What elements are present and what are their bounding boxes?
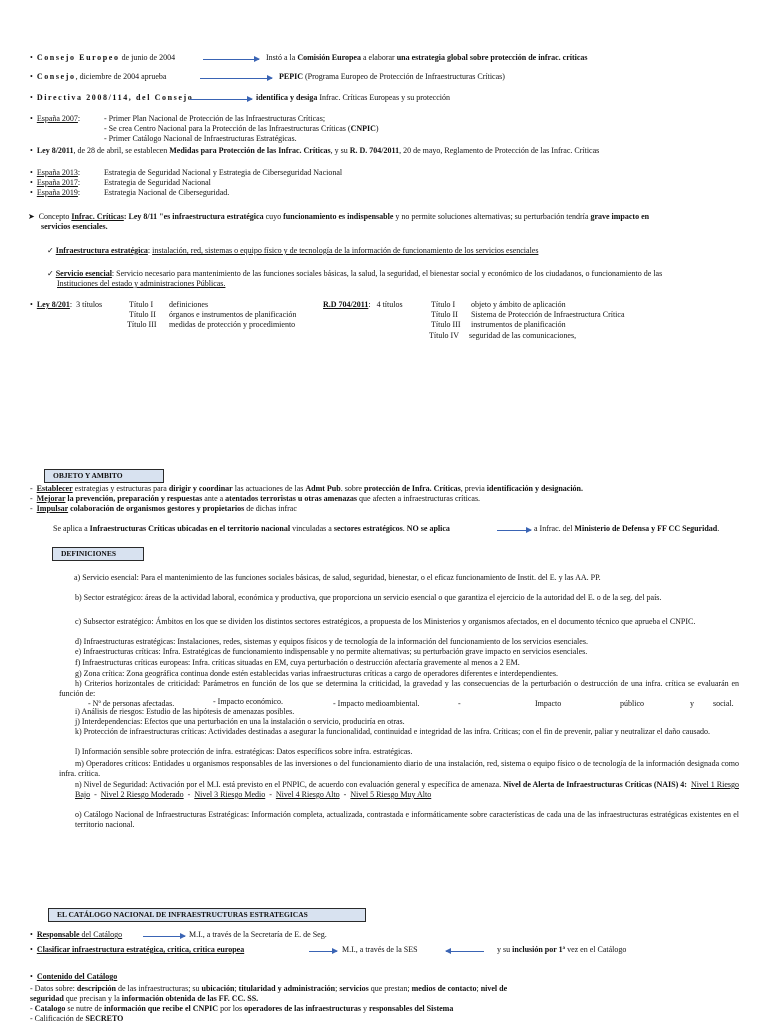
h-item: - Impacto medioambiental. [333,699,420,708]
def-l: l) Información sensible sobre protección de infra. estratégicas: Datos específicos sobre infra. estratégicas. [75,747,413,756]
servicio-esencial-line2-text: Instituciones del estado y administraciones Públicas. [57,279,226,288]
concepto-rest: y no permite soluciones alternativas; su perturbación tendría [393,212,591,221]
ley-label: Ley 8/201 [36,300,70,309]
datos-line2 [30,994,258,1004]
ley-titulos: • Ley 8/201: 3 títulos [30,300,103,309]
objeto-item-3: - Impulsar colaboración de organismos gestores y propietarios de dichas infrac [30,504,297,513]
t: descripción [76,984,116,993]
h-item: y [690,699,694,708]
rd-titulo-4: Título IV [429,331,459,340]
consejo-europeo-result [266,53,588,63]
concepto-line2-text: servicios esenciales. [41,222,108,231]
h-item: Impacto [535,699,562,708]
concepto-cuyo: cuyo [263,212,284,221]
t: identificación y designación. [486,484,583,493]
h-item: social. [713,699,734,708]
titulo-num: Título I [129,300,154,309]
bullet-directiva: • Directiva 2008/114, del Consejo [30,93,194,102]
catalogo-nutre-line [30,1004,453,1014]
t: titularidad y administración [238,984,336,993]
identifica: identifica y desiga [256,93,318,102]
t: - [30,1004,35,1013]
concepto-ley: : Ley 8/11 [123,212,160,221]
t: medios de contacto [411,984,477,993]
t: - Datos sobre: [30,984,77,993]
t: Se aplica a [53,524,90,533]
ley-titulo-3: Título III [127,320,157,329]
bullet-consejo-europeo: • Consejo Europeo de junio de 2004 [30,53,176,62]
comision-europea: Comisión Europea [297,53,361,62]
definiciones-heading: DEFINICIONES [52,547,144,561]
ley-titulo-3-desc: medidas de protección y procedimiento [169,320,296,329]
t: vez en el Catálogo [565,945,627,954]
def-a: a) Servicio esencial: Para el mantenimiento de las funciones sociales básicas, de salud, seguridad, bienestar, o el eficaz funcionamiento de Instit. del E. y las AA. PP. [74,573,601,582]
objeto-heading: OBJETO Y AMBITO [44,469,164,483]
ley-rest: , 20 de mayo, Reglamento de Protección de las Infrac. Críticas [399,146,600,155]
responsable: Responsable [36,930,80,939]
arrow-right-icon [497,530,531,531]
t: información obtenida de las FF. CC. SS. [121,994,259,1003]
rd-704-2011: R. D. 704/2011 [349,146,400,155]
consejo: Consejo [36,72,76,81]
t: dirigir y coordinar [168,484,233,493]
concepto-grave: grave impacto en [590,212,650,221]
nivel-5: Nivel 5 Riesgo Muy Alto [350,790,432,799]
clasificar-line: • Clasificar infraestructura estratégica, critica, critica europea [30,945,245,954]
identifica-rest: Infrac. Críticas Europeas y su protección [317,93,450,102]
t: . sobre [340,484,365,493]
rd-titulo-3-desc: instrumentos de planificación [471,320,566,329]
infra-estrategica-text: instalación, red, sistemas o equipo físico y de tecnología de la información de funcionamiento de los servicios esenciales [152,246,539,255]
checkmark-icon: ✓ [47,246,54,255]
objeto-item-2: - Mejorar la prevención, preparación y respuestas ante a atentados terroristas u otras amenazas que afecten a infraestructuras críticas. [30,494,481,503]
label: España 2013 [36,168,78,177]
servicio-esencial-label: Servicio esencial [55,269,112,278]
def-g: g) Zona crítica: Zona geográfica continua donde estén establecidas varias infraestructuras críticas a cargo de operadores diferentes e interdependientes. [75,669,558,678]
arrow-left-icon [446,951,484,952]
t: se nutre de [65,1004,104,1013]
datos-line [30,984,742,994]
t: ubicación [201,984,235,993]
clasificar: Clasificar infraestructura estratégica, critica, critica europea [36,945,245,954]
consejo-europeo-date: de junio de 2004 [119,53,176,62]
ley-titulo-1-desc: definiciones [169,300,209,309]
espana-2013: • España 2013: [30,168,81,177]
servicio-esencial-line: ✓ Servicio esencial: Servicio necesario para mantenimiento de las funciones sociales básicas, la salud, la seguridad, el bienestar social y económico de los ciudadanos, o funcionamiento de las [47,269,663,278]
infra-estrategica-label: Infraestructura estratégica [55,246,148,255]
t: sectores estratégicos [333,524,403,533]
ley-8-2011: Ley 8/2011 [36,146,74,155]
def-j: j) Interdependencias: Efectos que una perturbación en una la instalación o servicio, produciría en otras. [75,717,405,726]
pepic-desc: (Programa Europeo de Protección de Infraestructuras Críticas) [303,72,505,81]
ley-mid2: , y su [330,146,350,155]
arrow-right-icon [143,936,185,937]
rd-titulo-3: Título III [431,320,461,329]
t: ; [234,984,239,993]
t: responsables del Sistema [369,1004,454,1013]
t: ; [335,984,340,993]
t: NO se aplica [406,524,450,533]
se-aplica-result [534,524,719,534]
catalogo-heading: EL CATÁLOGO NACIONAL DE INFRAESTRUCTURAS ESTRATEGICAS [48,908,366,922]
n-bold: Nivel de Alerta de Infraestructuras Críticas (NAIS) 4: [501,780,687,789]
concepto-es: "es [159,212,171,221]
t: y [361,1004,370,1013]
def-o: o) Catálogo Nacional de Infraestructuras Estratégicas: Información completa, actualizada, contrastada e informáticamente sobre características de cada una de las infraestructuras estratégicas existentes en el territorio nacional. [75,810,739,829]
consejo-rest: , diciembre de 2004 aprueba [75,72,167,81]
t: Catalogo [34,1004,66,1013]
t: Infraestructuras Críticas ubicadas en el territorio nacional [89,524,291,533]
h-item: - Impacto económico. [213,697,283,706]
rd-label: R.D 704/2011 [323,300,369,309]
rd-titulo-1: Título I [431,300,456,309]
result-pre: Instó a la [266,53,298,62]
t: Admt Pub [305,484,341,493]
arrow-right-icon [200,78,272,79]
clasificar-end [497,945,626,955]
label: España 2017 [36,178,78,187]
t: que prestan; [368,984,412,993]
concepto-infra-est: infraestructura estratégica [170,212,264,221]
espana-2007: • España 2007: [30,114,81,123]
t: de las infraestructuras; su [116,984,202,993]
n-pre: n) Nivel de Seguridad: Activación por el M.I. está previsto en el PNPIC, de acuerdo con evaluación general y específica de amenaza. [75,780,502,789]
rd-titulo-2: Título II [431,310,458,319]
concepto-line [28,212,649,222]
t: ante a [202,494,226,503]
concepto-pre: Concepto [38,212,72,221]
concepto-func: funcionamiento es indispensable [283,212,394,221]
ley-line: • Ley 8/2011, de 28 de abril, se establecen Medidas para Protección de las Infrac. Críticas, y su R. D. 704/2011, 20 de mayo, Reglamento de Protección de las Infrac. Críticas [30,146,600,155]
nivel-4: Nivel 4 Riesgo Alto [275,790,340,799]
t: ; [476,984,481,993]
t: operadores de las infraestructuras [244,1004,362,1013]
nivel-2: Nivel 2 Riesgo Moderado [100,790,184,799]
label: España 2019 [36,188,78,197]
def-e: e) Infraestructuras críticas: Infra. Estratégicas de funcionamiento indispensable y no permite alternativas; su perturbación grave impacto en servicios esenciales. [75,647,588,656]
espana-2019: • España 2019: [30,188,81,197]
line2-post: ) [375,124,379,133]
def-i: i) Análisis de riesgos: Estudio de las hipótesis de amenazas posibles. [75,707,295,716]
espana-2019-text: Estrategia Nacional de Ciberseguridad. [104,188,230,197]
arrow-right-icon [203,59,259,60]
espana-2007-line3: - Primer Catálogo Nacional de Infraestructuras Estratégicas. [104,134,297,143]
nivel-1: Nivel 1 Riesgo Bajo [75,780,740,799]
pepic-line [279,72,505,82]
secreto: SECRETO [85,1014,124,1023]
t: estrategias y estructuras para [72,484,169,493]
t: seguridad [30,994,64,1003]
responsable-rest: M.I., a través de la Secretaría de E. de Seg. [189,930,327,939]
t: y su [497,945,513,954]
ley-medidas: Medidas para Protección de las Infrac. Críticas [169,146,331,155]
cnpic: CNPIC [350,124,376,133]
consejo-europeo: Consejo Europeo [36,53,120,62]
t: la prevención, preparación y respuestas [65,494,203,503]
responsable-line: • Responsable del Catálogo [30,930,123,939]
ley-mid: se establecen [123,146,170,155]
t: servicios [339,984,369,993]
result-mid: a elaborar [360,53,397,62]
t: de dichas infrac [244,504,297,513]
t: . [402,524,407,533]
rd-count: 4 títulos [376,300,403,309]
espana-2017-text: Estrategia de Seguridad Nacional [104,178,211,187]
espana-2007-line1: - Primer Plan Nacional de Protección de las Infraestructuras Críticas; [104,114,326,123]
t: información que recibe el CNPIC [104,1004,219,1013]
ley-titulo-2: Título II [129,310,156,319]
establecer: Establecer [36,484,73,493]
espana-2007-line2 [104,124,379,134]
arrow-right-icon [190,99,252,100]
ley-date: , de 28 de abril, [73,146,124,155]
t: protección de Infra. Críticas [364,484,461,493]
t: por los [218,1004,245,1013]
ley-titulo-2-desc: órganos e instrumentos de planificación [169,310,297,319]
inclusion: inclusión por 1ª [512,945,566,954]
checkmark-icon: ✓ [47,269,54,278]
t: a Infrac. del [534,524,575,533]
concepto-infrac: Infrac. Críticas [71,212,124,221]
calificacion-line [30,1014,123,1024]
clasificar-rest: M.I., a través de la SES [342,945,418,954]
def-d: d) Infraestructuras estratégicas: Instalaciones, redes, sistemas y equipos físicos y de tecnología de la información del funcionamiento de los servicios esenciales. [75,637,588,646]
rd-titulo-2-desc: Sistema de Protección de Infraestructura Crítica [471,310,625,319]
t: , previa [460,484,487,493]
rd-titulo-1-desc: objeto y ámbito de aplicación [471,300,566,309]
espana-2007-label: España 2007 [36,114,78,123]
def-h: h) Criterios horizontales de criticidad: Parámetros en función de los que se determina la criticidad, la gravedad y las consecuencias de la perturbación o destrucción de una infra. crítica se evaluarán en función de: [59,679,739,698]
se-aplica-line [53,524,450,534]
def-f: f) Infraestructuras críticas europeas: Infra. críticas situadas en EM, cuya perturbación o destrucción afectaría gravemente al menos a 2 EM. [75,658,520,667]
contenido: Contenido del Catálogo [36,972,118,981]
concepto-line2 [41,222,108,232]
t: vinculadas a [290,524,334,533]
t: que afecten a infraestructuras críticas. [357,494,481,503]
mejorar: Mejorar [36,494,66,503]
h-item: público [620,699,644,708]
t: las actuaciones de las [232,484,306,493]
def-b: b) Sector estratégico: áreas de la actividad laboral, económica y productiva, que proporciona un servicio esencial o que garantiza el ejercicio de la autoridad del E. o de la seg. del país. [75,593,662,602]
ley-titulo-1 [129,300,153,310]
ley-count: 3 títulos [76,300,103,309]
def-m: m) Operadores críticos: Entidades u organismos responsables de las inversiones o del funcionamiento diario de una instalación, red, sistema o equipo físico o de tecnología de la información designada como infra. crítica. [59,759,739,778]
def-k: k) Protección de infraestructuras críticas: Actividades destinadas a asegurar la funcionalidad, continuidad e integridad de las infra. Críticas; con el fin de prevenir, paliar y neutralizar el daño causado. [75,727,710,736]
rd-titulo-4-desc: seguridad de las comunicaciones, [469,331,577,340]
espana-2017: • España 2017: [30,178,81,187]
servicio-esencial-line2 [57,279,225,289]
rd-titulos: R.D 704/2011: 4 títulos [323,300,403,309]
arrow-right-icon [309,951,337,952]
directiva: Directiva 2008/114, del Consejo [36,93,194,102]
directiva-result [256,93,450,103]
t: que precisan y la [63,994,122,1003]
objeto-item-1: - Establecer estrategias y estructuras para dirigir y coordinar las actuaciones de las Admt Pub. sobre protección de Infra. Críticas, previa identificación y designación. [30,484,583,493]
infra-estrategica-line: ✓ Infraestructura estratégica: instalación, red, sistemas o equipo físico y de tecnología de la información de funcionamiento de los servicios esenciales [47,246,539,255]
servicio-esencial-line1: Servicio necesario para mantenimiento de las funciones sociales básicas, la salud, la seguridad, el bienestar social y económico de los ciudadanos, o funcionamiento de las [116,269,663,278]
line2-pre: - Se crea Centro Nacional para la Protección de las Infraestructuras Críticas ( [104,124,351,133]
def-c: c) Subsector estratégico: Ámbitos en los que se dividen los distintos sectores estratégicos, a propuesta de los Ministerios y organismos afectados, en el documento técnico que aprueba el CNPIC. [75,617,696,626]
bullet-consejo: • Consejo, diciembre de 2004 aprueba [30,72,167,81]
pepic: PEPIC [279,72,303,81]
h-item: - Nº de personas afectadas. [88,699,175,708]
arrowhead-bullet-icon: ➤ [28,212,35,221]
def-n: n) Nivel de Seguridad: Activación por el M.I. está previsto en el PNPIC, de acuerdo con evaluación general y específica de amenaza. Nivel de Alerta de Infraestructuras Críticas (NAIS) 4: Nivel 1 Riesgo Bajo - Nivel 2 Riesgo Moderado - Nivel 3 Riesgo Medio - Nivel 4 Riesgo Alto - Nivel 5 Riesgo Muy Alto [75,780,740,799]
contenido-line: • Contenido del Catálogo [30,972,118,981]
t: atentados terroristas u otras amenazas [225,494,358,503]
t: . [717,524,720,533]
t: Ministerio de Defensa y FF CC Seguridad [574,524,718,533]
estrategia-global: una estrategia global sobre protección de infrac. críticas [396,53,588,62]
del-catalogo: del Catálogo [79,930,123,939]
t: nivel de [480,984,508,993]
t: - Calificación de [30,1014,86,1023]
h-item: - [458,699,461,708]
impulsar: Impulsar [36,504,69,513]
espana-2013-text: Estrategia de Seguridad Nacional y Estrategia de Ciberseguridad Nacional [104,168,343,177]
t: colaboración de organismos gestores y propietarios [68,504,245,513]
nivel-3: Nivel 3 Riesgo Medio [194,790,266,799]
